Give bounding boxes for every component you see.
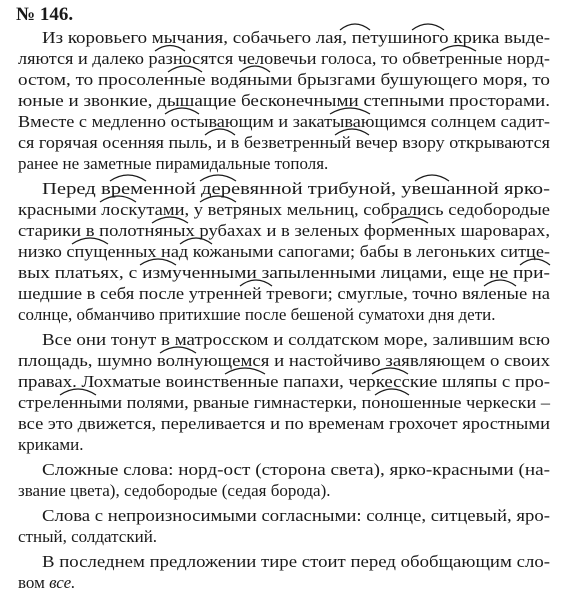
text-line-23: Слова с непроизносимыми согласными: солнце, ситцевый, яро-	[42, 506, 550, 525]
text-line-21: Сложные слова: норд-ост (сторона света), ярко-красными (на-	[42, 460, 550, 479]
text-line-9: красными лоскутами, у ветряных мельниц, собрались седобородые	[18, 200, 550, 219]
text-line-8: Перед временной деревянной трибуной, увешанной ярко-	[42, 179, 550, 198]
exercise-number: № 146.	[16, 4, 74, 25]
text-line-19: все это движется, переливается и по временам грохочет яростными	[18, 414, 550, 433]
text-line-6: ся горячая осенняя пыль, и в безветренный вечер взору открываются	[18, 133, 550, 152]
text-line-14: солнце, обманчиво притихшие после бешеной суматохи дня дети.	[18, 305, 496, 324]
text-line-17: правах. Лохматые воинственные папахи, черкесские шляпы с про-	[18, 372, 550, 391]
text-line-16: площадь, шумно волнующемся и настойчиво заявляющем о своих	[18, 351, 550, 370]
text-line-15: Все они тонут в матросском и солдатском море, залившим всю	[42, 330, 550, 349]
text-line-22: звание цвета), седобородые (седая борода).	[18, 481, 331, 500]
text-line-7: ранее не заметные пирамидальные тополя.	[18, 154, 329, 173]
text-line-20: криками.	[18, 435, 84, 454]
text-line-4: юные и звонкие, дышащие бесконечными степными просторами.	[18, 91, 550, 110]
text-line-11: низко спущенных над кожаными сапогами; бабы в легоньких ситце-	[18, 242, 550, 261]
text-line-12: вых платьях, с измученными запыленными лицами, еще не при-	[18, 263, 550, 282]
text-line-10: старики в полотняных рубахах и в зеленых форменных шароварах,	[18, 221, 550, 240]
text-line-24: стный, солдатский.	[18, 527, 158, 546]
text-line-3: остом, то просоленные водяными брызгами бушующего моря, то	[18, 70, 550, 89]
text-line-2: ляются и далеко разносятся человечьи голоса, то обветренные норд-	[18, 49, 550, 68]
text-line-13: шедшие в себя после утренней тревоги; смуглые, точно вяленые на	[18, 284, 550, 303]
text-line-26	[18, 572, 75, 593]
text-line-26-word: вом	[18, 573, 45, 592]
text-line-25: В последнем предложении тире стоит перед обобщающим сло-	[42, 552, 550, 571]
text-line-18: стреленными полями, рваные гимнастерки, поношенные черкески –	[18, 393, 550, 412]
italic-word: все.	[49, 573, 76, 592]
text-line-5: Вместе с медленно остывающим и закатывающимся солнцем садит-	[18, 112, 550, 131]
text-line-1: Из коровьего мычания, собачьего лая, петушиного крика выде-	[42, 28, 550, 47]
